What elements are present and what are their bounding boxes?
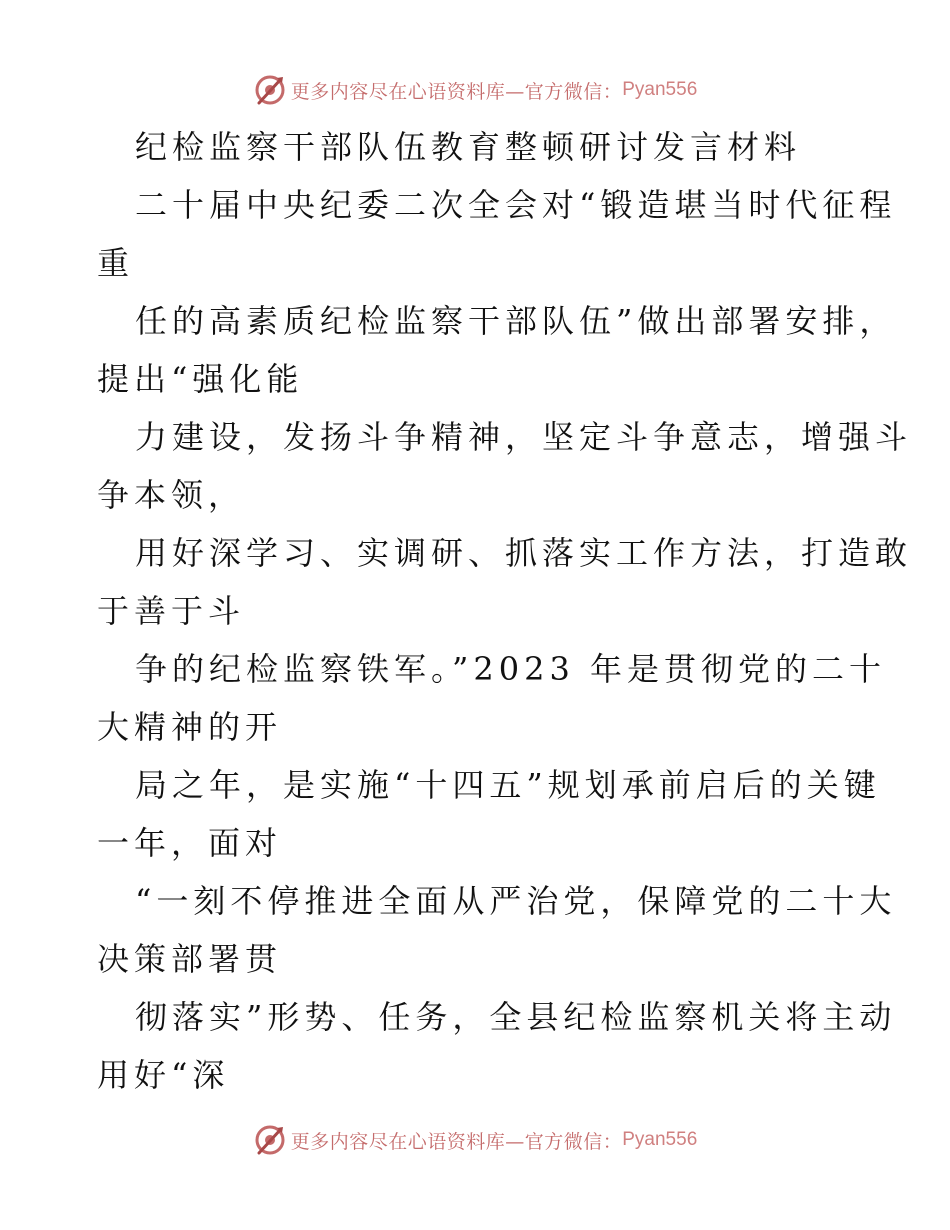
text-line: 任的高素质纪检监察干部队伍”做出部署安排， <box>135 302 897 340</box>
text-line: 纪检监察干部队伍教育整顿研讨发言材料 <box>135 128 802 166</box>
pen-logo-icon <box>253 73 287 107</box>
text-line: 于善于斗 <box>97 592 246 630</box>
text-line: 一年，面对 <box>97 824 283 862</box>
text-line: 力建设，发扬斗争精神，坚定斗争意志，增强斗 <box>135 418 913 456</box>
header-watermark-text: 更多内容尽在心语资料库—官方微信： <box>290 80 623 103</box>
text-line: “一刻不停推进全面从严治党，保障党的二十大 <box>135 882 897 920</box>
text-line: 用好“深 <box>97 1056 230 1094</box>
footer-watermark-text: 更多内容尽在心语资料库—官方微信： <box>290 1130 623 1153</box>
pen-logo-icon <box>253 1123 287 1157</box>
footer-watermark-id: Pyan556 <box>622 1129 698 1150</box>
text-line: 提出“强化能 <box>97 360 304 398</box>
text-line: 局之年，是实施“十四五”规划承前启后的关键 <box>135 766 881 804</box>
text-line: 彻落实”形势、任务，全县纪检监察机关将主动 <box>135 998 897 1036</box>
header-watermark-id: Pyan556 <box>622 79 698 100</box>
text-line: 大精神的开 <box>97 708 283 746</box>
document-body <box>97 118 913 1104</box>
text-line: 重 <box>97 244 135 282</box>
text-line: 争的纪检监察铁军。”2023 年是贯彻党的二十 <box>135 650 886 688</box>
text-line: 用好深学习、实调研、抓落实工作方法，打造敢 <box>135 534 913 572</box>
footer-watermark <box>0 1120 950 1160</box>
header-watermark <box>0 70 950 110</box>
text-line: 决策部署贯 <box>97 940 283 978</box>
text-line: 争本领， <box>97 476 246 514</box>
text-line: 二十届中央纪委二次全会对“锻造堪当时代征程 <box>135 186 897 224</box>
